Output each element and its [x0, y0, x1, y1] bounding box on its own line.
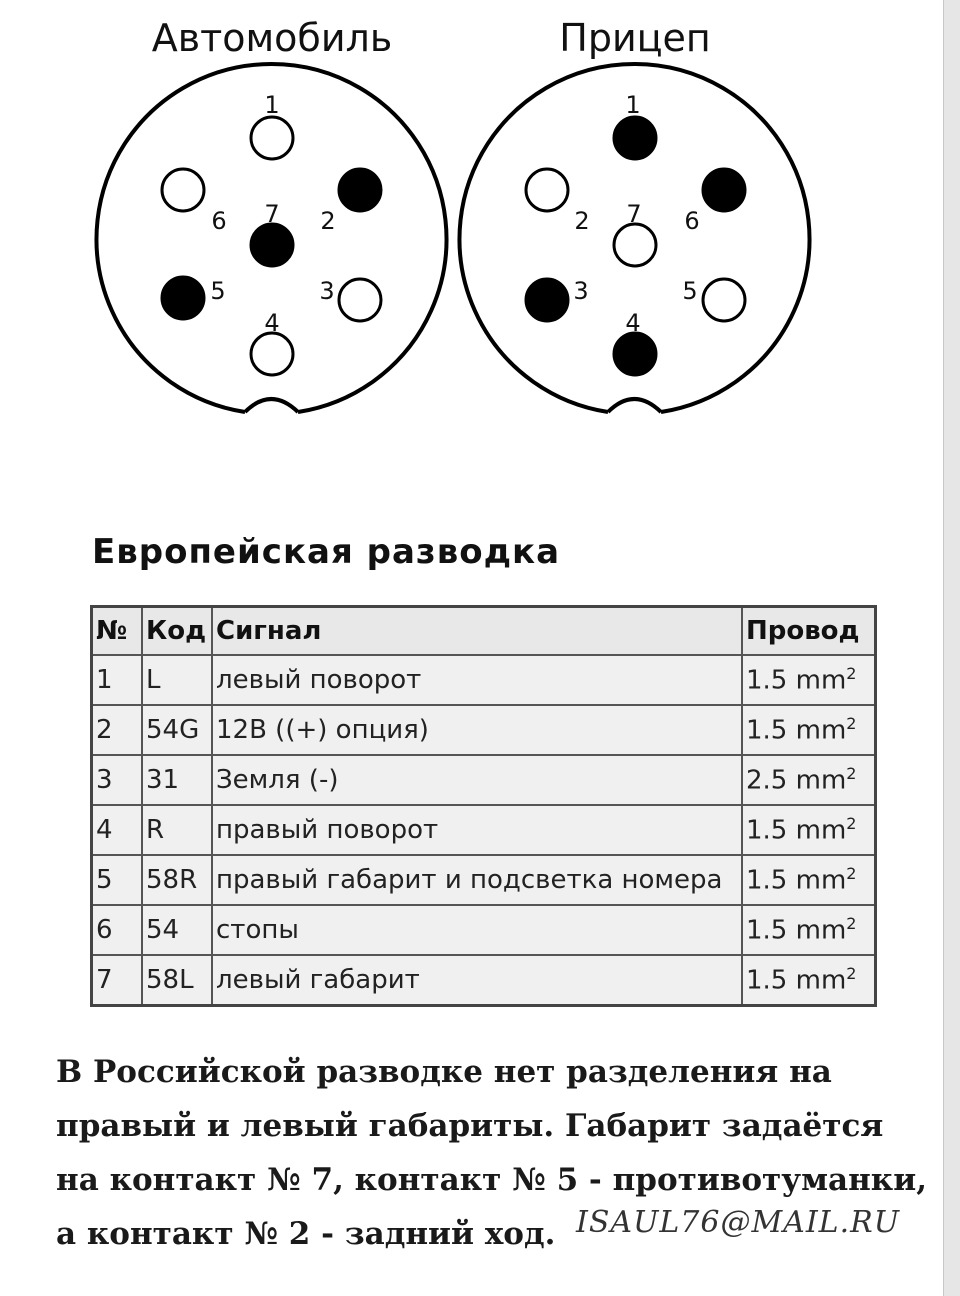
trailer-pin-label-7: 7 — [626, 200, 642, 228]
cell-code: 58L — [142, 955, 212, 1006]
cell-signal: правый габарит и подсветка номера — [212, 855, 742, 905]
cell-signal: Земля (-) — [212, 755, 742, 805]
car-pin-5 — [162, 277, 204, 319]
cell-wire — [742, 655, 876, 705]
wire-value: 1.5 mm — [746, 965, 847, 996]
table-row — [92, 905, 876, 955]
car-connector-title: Автомобиль — [151, 16, 393, 60]
car-pin-2 — [339, 169, 381, 211]
car-pin-6 — [162, 169, 204, 211]
wire-unit-exponent: 2 — [846, 914, 857, 934]
wire-unit-exponent: 2 — [846, 814, 857, 834]
table-title: Европейская разводка — [92, 532, 561, 572]
trailer-pin-1 — [614, 117, 656, 159]
cell-wire — [742, 855, 876, 905]
table-row — [92, 855, 876, 905]
trailer-pin-3 — [526, 279, 568, 321]
connector-diagrams — [0, 0, 944, 440]
wire-value: 1.5 mm — [746, 815, 847, 846]
cell-wire — [742, 955, 876, 1006]
trailer-connector-title: Прицеп — [559, 16, 711, 60]
trailer-pin-label-3: 3 — [573, 277, 589, 305]
trailer-pin-6 — [703, 169, 745, 211]
cell-code: 31 — [142, 755, 212, 805]
wire-value: 2.5 mm — [746, 765, 847, 796]
cell-signal: стопы — [212, 905, 742, 955]
note-line: правый и левый габариты. Габарит задаётся — [56, 1108, 884, 1144]
trailer-pin-5 — [703, 279, 745, 321]
page-edge — [943, 0, 960, 1296]
wire-unit-exponent: 2 — [846, 864, 857, 884]
cell-signal: левый габарит — [212, 955, 742, 1006]
wire-value: 1.5 mm — [746, 715, 847, 746]
table-row — [92, 805, 876, 855]
author-email: ISAUL76@MAIL.RU — [576, 1205, 901, 1240]
wire-unit-exponent: 2 — [846, 664, 857, 684]
trailer-pin-label-5: 5 — [682, 277, 698, 305]
header-number: № — [92, 607, 143, 656]
car-connector — [97, 64, 447, 412]
car-pin-label-2: 2 — [320, 207, 336, 235]
table-row — [92, 955, 876, 1006]
cell-number: 5 — [92, 855, 143, 905]
cell-code: 54 — [142, 905, 212, 955]
cell-number: 6 — [92, 905, 143, 955]
car-pin-label-3: 3 — [319, 277, 335, 305]
cell-wire — [742, 905, 876, 955]
car-pin-label-1: 1 — [264, 91, 280, 119]
cell-signal: 12В ((+) опция) — [212, 705, 742, 755]
cell-code: 58R — [142, 855, 212, 905]
cell-code: 54G — [142, 705, 212, 755]
cell-signal: левый поворот — [212, 655, 742, 705]
wire-value: 1.5 mm — [746, 915, 847, 946]
trailer-pin-2 — [526, 169, 568, 211]
car-pin-label-5: 5 — [210, 277, 226, 305]
pinout-table — [90, 605, 877, 1007]
wire-value: 1.5 mm — [746, 665, 847, 696]
wire-unit-exponent: 2 — [846, 964, 857, 984]
car-pin-label-7: 7 — [264, 200, 280, 228]
cell-code: L — [142, 655, 212, 705]
trailer-pin-label-1: 1 — [625, 91, 641, 119]
trailer-pin-label-4: 4 — [625, 309, 641, 337]
note-line: В Российской разводке нет разделения на — [56, 1054, 832, 1090]
cell-wire — [742, 755, 876, 805]
car-pin-label-4: 4 — [264, 309, 280, 337]
trailer-pin-label-2: 2 — [574, 207, 590, 235]
cell-code: R — [142, 805, 212, 855]
cell-number: 7 — [92, 955, 143, 1006]
cell-number: 1 — [92, 655, 143, 705]
cell-signal: правый поворот — [212, 805, 742, 855]
wire-unit-exponent: 2 — [846, 714, 857, 734]
car-pin-1 — [251, 117, 293, 159]
cell-number: 2 — [92, 705, 143, 755]
note-line: на контакт № 7, контакт № 5 - противотуманки, — [56, 1162, 927, 1198]
wire-unit-exponent: 2 — [846, 764, 857, 784]
header-wire: Провод — [742, 607, 876, 656]
car-pin-3 — [339, 279, 381, 321]
car-pin-4 — [251, 333, 293, 375]
cell-wire — [742, 805, 876, 855]
note-line: а контакт № 2 - задний ход. — [56, 1216, 556, 1252]
header-signal: Сигнал — [212, 607, 742, 656]
trailer-pin-7 — [614, 224, 656, 266]
cell-number: 4 — [92, 805, 143, 855]
wire-value: 1.5 mm — [746, 865, 847, 896]
header-code: Код — [142, 607, 212, 656]
table-header-row — [92, 607, 876, 656]
table-row — [92, 705, 876, 755]
table-row — [92, 655, 876, 705]
table-row — [92, 755, 876, 805]
car-pin-7 — [251, 224, 293, 266]
cell-wire — [742, 705, 876, 755]
trailer-pin-label-6: 6 — [684, 207, 700, 235]
trailer-connector — [459, 64, 809, 412]
trailer-pin-4 — [614, 333, 656, 375]
cell-number: 3 — [92, 755, 143, 805]
car-pin-label-6: 6 — [211, 207, 227, 235]
